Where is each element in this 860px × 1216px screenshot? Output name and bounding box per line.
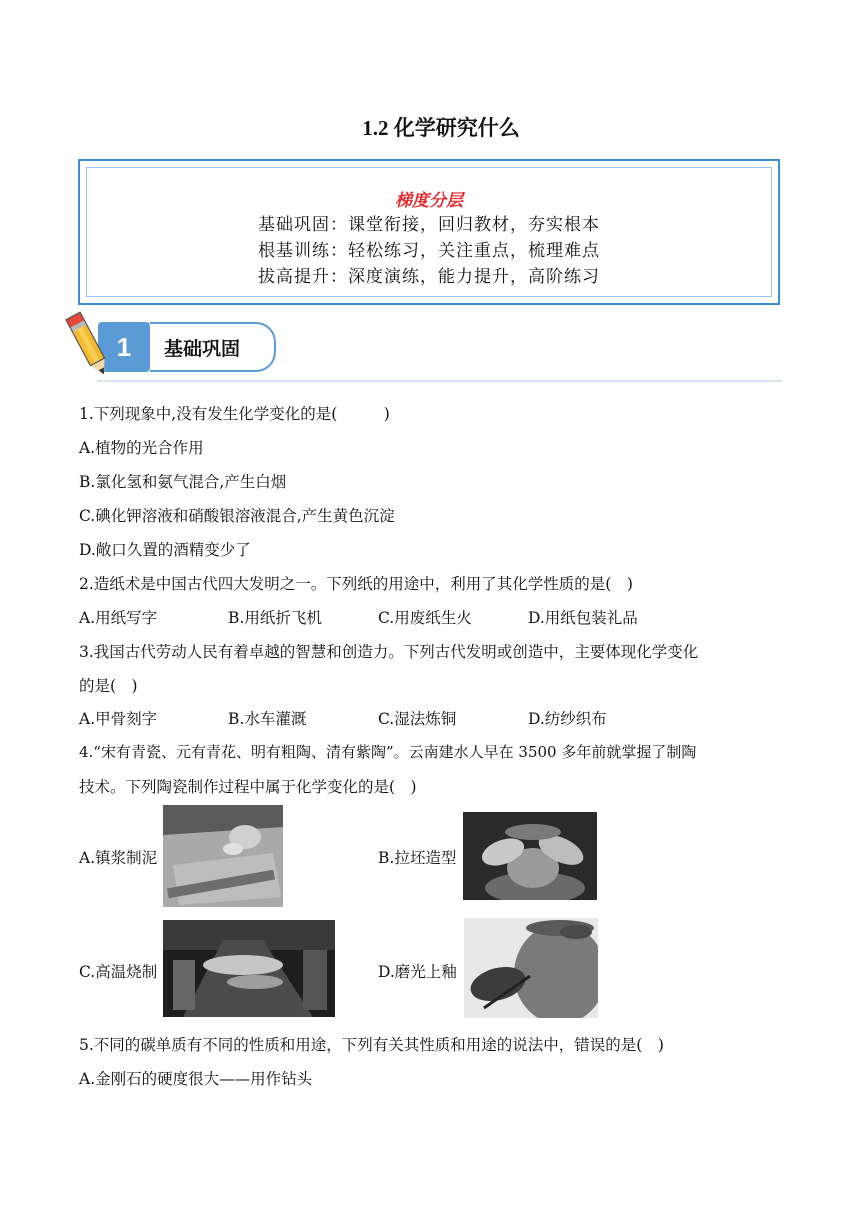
q5-option-a: A.金刚石的硬度很大——用作钻头 [79, 1070, 313, 1088]
tier-line-basic: 基础巩固：课堂衔接，回归教材，夯实根本 [258, 215, 600, 235]
q4-option-c: C.高温烧制 [79, 963, 158, 981]
q2-option-d: D.用纸包装礼品 [528, 609, 638, 627]
section-divider [97, 380, 782, 382]
tier-heading: 梯度分层 [395, 191, 463, 211]
q3-option-d: D.纺纱织布 [528, 710, 607, 728]
tier-info-box [78, 159, 780, 305]
q5-stem: 5.不同的碳单质有不同的性质和用途，下列有关其性质和用途的说法中，错误的是( ) [79, 1036, 664, 1054]
section-number: 1 [98, 322, 150, 372]
pencil-icon [64, 310, 114, 382]
q1-option-d: D.敞口久置的酒精变少了 [79, 541, 251, 559]
q3-option-b: B.水车灌溉 [228, 710, 307, 728]
tier-line-advanced: 拔高提升：深度演练，能力提升，高阶练习 [258, 267, 600, 287]
q2-option-a: A.用纸写字 [79, 609, 158, 627]
q1-stem: 1.下列现象中,没有发生化学变化的是( ) [79, 405, 390, 423]
q2-option-c: C.用废纸生火 [378, 609, 472, 627]
q1-option-c: C.碘化钾溶液和硝酸银溶液混合,产生黄色沉淀 [79, 507, 395, 525]
q4-photo-b-wheel-throwing [463, 812, 597, 900]
q4-stem-line1: 4.“宋有青瓷、元有青花、明有粗陶、清有紫陶”。云南建水人早在 3500 多年前就掌握了制陶 [79, 743, 697, 761]
q2-stem: 2.造纸术是中国古代四大发明之一。下列纸的用途中，利用了其化学性质的是( ) [79, 575, 633, 593]
q4-option-a: A.镇浆制泥 [79, 849, 158, 867]
q4-photo-c-kiln-firing [163, 920, 335, 1017]
q3-option-c: C.湿法炼铜 [378, 710, 457, 728]
q4-stem-line2: 技术。下列陶瓷制作过程中属于化学变化的是( ) [79, 778, 417, 796]
q4-photo-d-glazing [464, 918, 598, 1018]
tier-line-foundation: 根基训练：轻松练习，关注重点，梳理难点 [258, 241, 600, 261]
section-label: 基础巩固 [150, 322, 276, 372]
q4-option-d: D.磨光上釉 [378, 963, 457, 981]
q4-option-b: B.拉坯造型 [378, 849, 457, 867]
q1-option-a: A.植物的光合作用 [79, 439, 204, 457]
q4-photo-a-clay-mixing [163, 805, 283, 907]
q3-stem-line2: 的是( ) [79, 677, 138, 695]
q3-option-a: A.甲骨刻字 [79, 710, 158, 728]
q3-stem-line1: 3.我国古代劳动人民有着卓越的智慧和创造力。下列古代发明或创造中，主要体现化学变化 [79, 643, 699, 661]
page-title: 1.2 化学研究什么 [362, 116, 520, 140]
q1-option-b: B.氯化氢和氨气混合,产生白烟 [79, 473, 287, 491]
q2-option-b: B.用纸折飞机 [228, 609, 322, 627]
